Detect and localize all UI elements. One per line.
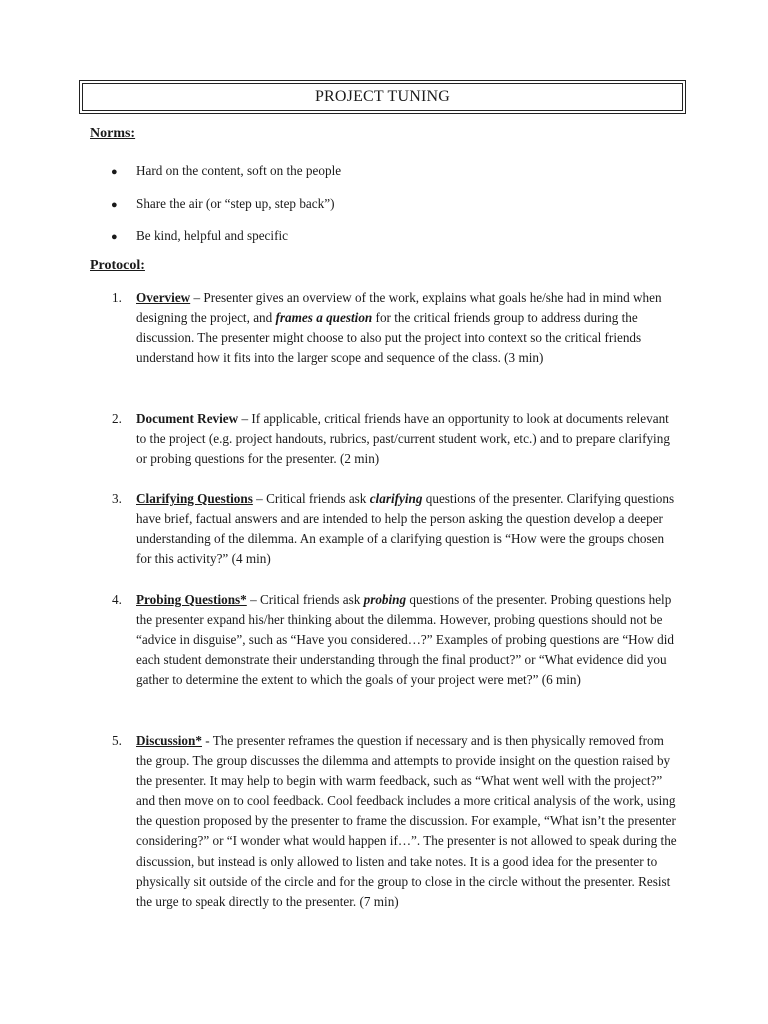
step-term: Discussion* [136, 733, 202, 748]
step-text: questions of the presenter. Probing questions help the presenter expand his/her thinking about the dilemma. However, probing questions should not be “advice in disguise”, such as “Have you considered…?” Examples of probing questions are “How did each student demonstrate their understanding through the final product?” or “What evidence did you gather to determine the extent to which the goals of your project were met?” (6 min) [136, 592, 674, 688]
norm-text: Be kind, helpful and specific [136, 228, 288, 243]
step-term: Clarifying Questions [136, 491, 253, 506]
protocol-step [112, 590, 682, 690]
step-text: questions of the presenter. Clarifying questions have brief, factual answers and are intended to help the person asking the question develop a deeper understanding of the dilemma. An example of a clarifying question is “How were the groups chosen for this activity?” (4 min) [136, 491, 675, 567]
bullet-icon: ● [111, 199, 118, 211]
step-text: – If applicable, critical friends have an opportunity to look at documents relevant to the project (e.g. project handouts, rubrics, past/current student work, etc.) and to prepare clarifying or probing questions for the presenter. (2 min) [136, 411, 670, 467]
step-number: 4. [112, 592, 122, 607]
bullet-icon: ● [111, 166, 118, 178]
step-number: 3. [112, 491, 122, 506]
step-number: 2. [112, 411, 122, 426]
step-term: Probing Questions* [136, 592, 247, 607]
title-box [82, 83, 683, 111]
step-number: 5. [112, 733, 122, 748]
step-body [136, 590, 682, 690]
step-term: Document Review [136, 411, 239, 426]
step-emphasis: frames a question [275, 310, 373, 326]
step-body [136, 489, 682, 569]
norm-item [111, 163, 341, 179]
step-text: – Critical friends ask [252, 491, 370, 506]
step-emphasis: clarifying [369, 491, 423, 506]
step-number: 1. [112, 290, 122, 305]
step-body [136, 288, 682, 368]
step-emphasis: probing [363, 592, 407, 607]
protocol-heading: Protocol: [90, 258, 145, 273]
step-text: for the critical friends group to address during the discussion. The presenter might choose to also put the project into context so the critical friends understand how it fits into the larger scope and sequence of the class. (3 min) [136, 310, 642, 366]
norm-text: Share the air (or “step up, step back”) [136, 196, 335, 211]
page-title: PROJECT TUNING [314, 88, 451, 105]
norm-text: Hard on the content, soft on the people [136, 163, 342, 178]
protocol-step [112, 731, 682, 912]
protocol-step [112, 288, 682, 368]
step-text: - The presenter reframes the question if necessary and is then physically removed from the group. The group discusses the dilemma and attempts to provide insight on the question raised by the presenter. It may help to begin with warm feedback, such as “What went well with the project?” and then move on to cool feedback. Cool feedback includes a more critical analysis of the work, using the question proposed by the presenter to frame the discussion. For example, “What isn’t the presenter considering?” or “I wonder what would happen if…”. The presenter is not allowed to speak during the discussion, but instead is only allowed to listen and take notes. It is a good idea for the presenter to physically sit outside of the circle and for the group to close in the circle without the presenter. Resist the urge to speak directly to the presenter. (7 min) [136, 733, 677, 909]
step-body [136, 731, 682, 912]
protocol-step [112, 409, 682, 469]
norm-item [111, 196, 334, 212]
bullet-icon: ● [111, 231, 118, 243]
step-text: – Presenter gives an overview of the work, explains what goals he/she had in mind when designing the project, and [136, 290, 662, 326]
norms-heading: Norms: [90, 126, 136, 141]
step-text: – Critical friends ask [246, 592, 364, 607]
protocol-step [112, 489, 682, 569]
step-term: Overview [136, 290, 191, 305]
step-body [136, 409, 682, 469]
norm-item [111, 228, 288, 244]
